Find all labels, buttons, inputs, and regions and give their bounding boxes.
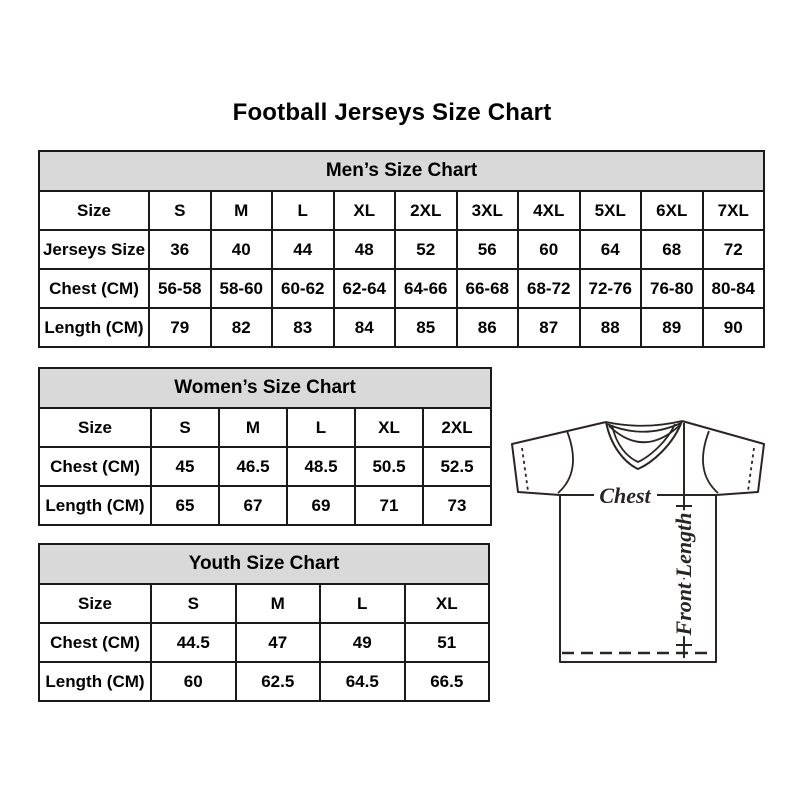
- cell-value: 62-64: [334, 269, 396, 308]
- row-label: Chest (CM): [39, 447, 151, 486]
- cell-value: 87: [518, 308, 580, 347]
- cell-value: L: [287, 408, 355, 447]
- cell-value: 56: [457, 230, 519, 269]
- cell-value: 84: [334, 308, 396, 347]
- chest-label: Chest: [599, 483, 651, 508]
- jersey-outline: [512, 421, 764, 662]
- cell-value: 72: [703, 230, 765, 269]
- cell-value: 52: [395, 230, 457, 269]
- cell-value: 83: [272, 308, 334, 347]
- cell-value: 49: [320, 623, 405, 662]
- row-label: Length (CM): [39, 662, 151, 701]
- row-label: Chest (CM): [39, 623, 151, 662]
- cell-value: 72-76: [580, 269, 642, 308]
- cell-value: 62.5: [236, 662, 321, 701]
- cell-value: 44.5: [151, 623, 236, 662]
- cell-value: XL: [405, 584, 490, 623]
- right-sleeve-seam: [703, 431, 718, 493]
- cell-value: S: [151, 408, 219, 447]
- left-cuff-dashed-line: [522, 448, 528, 491]
- cell-value: M: [236, 584, 321, 623]
- cell-value: 7XL: [703, 191, 765, 230]
- cell-value: 68: [641, 230, 703, 269]
- cell-value: 85: [395, 308, 457, 347]
- cell-value: 44: [272, 230, 334, 269]
- cell-value: 64.5: [320, 662, 405, 701]
- row-label: Chest (CM): [39, 269, 149, 308]
- jersey-measurement-diagram: [505, 412, 771, 670]
- cell-value: 47: [236, 623, 321, 662]
- cell-value: 60-62: [272, 269, 334, 308]
- cell-value: S: [151, 584, 236, 623]
- youth-table-grid: [38, 543, 490, 702]
- row-label: Length (CM): [39, 308, 149, 347]
- cell-value: 80-84: [703, 269, 765, 308]
- row-label: Length (CM): [39, 486, 151, 525]
- cell-value: 89: [641, 308, 703, 347]
- cell-value: 2XL: [395, 191, 457, 230]
- cell-value: S: [149, 191, 211, 230]
- row-label: Size: [39, 408, 151, 447]
- cell-value: 52.5: [423, 447, 491, 486]
- collar-top-edge: [606, 421, 682, 426]
- youth-size-table: [38, 543, 490, 702]
- row-label: Size: [39, 191, 149, 230]
- cell-value: 58-60: [211, 269, 273, 308]
- cell-value: 46.5: [219, 447, 287, 486]
- cell-value: 60: [518, 230, 580, 269]
- cell-value: 88: [580, 308, 642, 347]
- cell-value: 50.5: [355, 447, 423, 486]
- cell-value: 67: [219, 486, 287, 525]
- cell-value: 2XL: [423, 408, 491, 447]
- cell-value: 40: [211, 230, 273, 269]
- table-section-title: Women’s Size Chart: [39, 368, 491, 408]
- cell-value: 73: [423, 486, 491, 525]
- cell-value: 51: [405, 623, 490, 662]
- cell-value: 4XL: [518, 191, 580, 230]
- cell-value: 76-80: [641, 269, 703, 308]
- page-title: Football Jerseys Size Chart: [232, 99, 552, 126]
- cell-value: 86: [457, 308, 519, 347]
- cell-value: XL: [334, 191, 396, 230]
- cell-value: 6XL: [641, 191, 703, 230]
- cell-value: 64: [580, 230, 642, 269]
- cell-value: 65: [151, 486, 219, 525]
- cell-value: 66.5: [405, 662, 490, 701]
- mens-size-table: [38, 150, 765, 348]
- table-section-title: Men’s Size Chart: [39, 151, 764, 191]
- cell-value: 82: [211, 308, 273, 347]
- table-section-title: Youth Size Chart: [39, 544, 489, 584]
- cell-value: 36: [149, 230, 211, 269]
- cell-value: 71: [355, 486, 423, 525]
- womens-table-grid: [38, 367, 492, 526]
- front-length-label: Front Length: [671, 512, 696, 636]
- cell-value: M: [219, 408, 287, 447]
- cell-value: 64-66: [395, 269, 457, 308]
- cell-value: 60: [151, 662, 236, 701]
- cell-value: 90: [703, 308, 765, 347]
- mens-table-grid: [38, 150, 765, 348]
- cell-value: 48.5: [287, 447, 355, 486]
- row-label: Size: [39, 584, 151, 623]
- cell-value: 66-68: [457, 269, 519, 308]
- right-cuff-dashed-line: [748, 448, 754, 491]
- cell-value: L: [320, 584, 405, 623]
- cell-value: 48: [334, 230, 396, 269]
- cell-value: M: [211, 191, 273, 230]
- cell-value: 3XL: [457, 191, 519, 230]
- cell-value: 45: [151, 447, 219, 486]
- cell-value: 79: [149, 308, 211, 347]
- left-sleeve-seam: [558, 431, 573, 493]
- cell-value: XL: [355, 408, 423, 447]
- cell-value: 68-72: [518, 269, 580, 308]
- womens-size-table: [38, 367, 492, 526]
- cell-value: 5XL: [580, 191, 642, 230]
- cell-value: 69: [287, 486, 355, 525]
- row-label: Jerseys Size: [39, 230, 149, 269]
- cell-value: 56-58: [149, 269, 211, 308]
- cell-value: L: [272, 191, 334, 230]
